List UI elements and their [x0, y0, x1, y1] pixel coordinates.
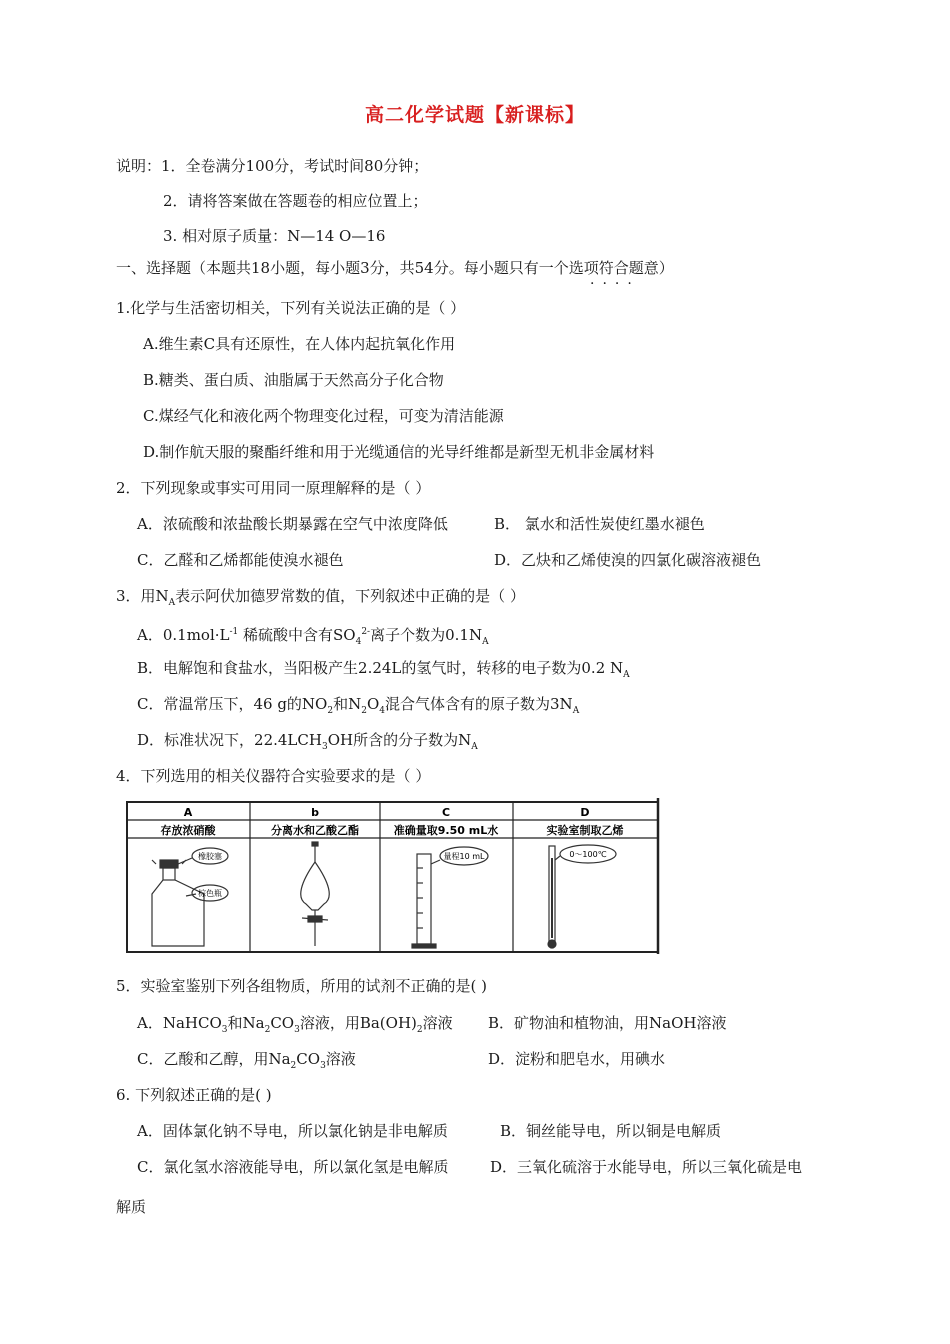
question-6-option-d: D．三氧化硫溶于水能导电，所以三氧化硫是电 — [490, 1158, 803, 1176]
question-5-option-b: B．矿物油和植物油，用NaOH溶液 — [488, 1014, 727, 1032]
section-heading: 一、选择题（本题共18小题，每小题3分，共54分。每小题只有一个选项符合题意） — [116, 259, 674, 277]
question-3-option-a: A．$0.1mol\cdot L^{-1}$ 稀硫酸中含有$SO_4^{2-}$离子个数为$0.1N_A$ — [137, 626, 489, 647]
header-a: A — [183, 806, 193, 819]
question-1-option-c: C.煤经气化和液化两个物理变化过程，可变为清洁能源 — [143, 407, 504, 425]
question-5-stem: 5．实验室鉴别下列各组物质，所用的试剂不正确的是( ) — [116, 977, 488, 995]
label-c: 准确量取9.50 mL水 — [393, 824, 499, 837]
emphasis-dots: ···· — [590, 276, 640, 292]
label-d: 实验室制取乙烯 — [546, 824, 624, 837]
header-c: C — [441, 806, 451, 819]
note-line-2: 2．请将答案做在答题卷的相应位置上； — [163, 192, 428, 210]
question-2-option-a: A．浓硫酸和浓盐酸长期暴露在空气中浓度降低 — [137, 515, 448, 533]
separatory-funnel-drawing — [301, 842, 329, 946]
apparatus-table — [126, 798, 661, 955]
label-a: 存放浓硝酸 — [160, 824, 216, 837]
callout-temp-range: 0～100℃ — [569, 850, 607, 859]
question-5-option-c: C．乙酸和乙醇，用$Na_2CO_3$溶液 — [137, 1050, 356, 1071]
question-3-option-b: B．电解饱和食盐水，当阳极产生2.24L的氢气时，转移的电子数为0.2 $N_A$ — [137, 659, 630, 680]
question-2-stem: 2．下列现象或事实可用同一原理解释的是（ ） — [116, 479, 431, 497]
callout-rubber-stopper: 橡胶塞 — [198, 852, 222, 861]
question-2-option-b: B． 氯水和活性炭使红墨水褪色 — [494, 515, 705, 533]
measuring-cylinder-drawing — [412, 847, 488, 948]
question-5-option-a: A．NaHCO$_3$和$Na_2CO_3$溶液，用$Ba(OH)_2$溶液 — [137, 1014, 453, 1035]
question-2-option-d: D．乙炔和乙烯使溴的四氯化碳溶液褪色 — [494, 551, 762, 569]
question-3-stem: 3．用$N_A$表示阿伏加德罗常数的值，下列叙述中正确的是（ ） — [116, 587, 525, 608]
callout-brown-bottle: 棕色瓶 — [198, 889, 222, 898]
question-1-option-a: A.维生素C具有还原性，在人体内起抗氧化作用 — [143, 335, 456, 353]
header-d: D — [580, 806, 590, 819]
question-2-option-c: C．乙醛和乙烯都能使溴水褪色 — [137, 551, 344, 569]
label-b: 分离水和乙酸乙酯 — [271, 824, 359, 837]
question-1-option-b: B.糖类、蛋白质、油脂属于天然高分子化合物 — [143, 371, 444, 389]
question-6-option-a: A．固体氯化钠不导电，所以氯化钠是非电解质 — [137, 1122, 448, 1140]
question-1-stem: 1.化学与生活密切相关，下列有关说法正确的是（ ） — [116, 299, 466, 317]
note-line-3: 3. 相对原子质量：N—14 O—16 — [163, 227, 386, 245]
question-4-stem: 4．下列选用的相关仪器符合实验要求的是（ ） — [116, 767, 431, 785]
question-5-option-d: D．淀粉和肥皂水，用碘水 — [488, 1050, 666, 1068]
question-3-option-c: C．常温常压下，46 g的$NO_2$和$N_2O_4$混合气体含有的原子数为$3N_A$ — [137, 695, 580, 716]
callout-range: 量程10 mL — [443, 852, 485, 861]
page-title: 高二化学试题【新课标】 — [364, 104, 585, 126]
question-3-option-d: D．标准状况下，$22.4LCH_3OH$所含的分子数为$N_A$ — [137, 731, 478, 752]
thermometer-drawing — [548, 845, 616, 948]
question-6-option-c: C．氯化氢水溶液能导电，所以氯化氢是电解质 — [137, 1158, 449, 1176]
note-line-1: 说明：1．全卷满分100分，考试时间80分钟； — [116, 157, 429, 175]
question-1-option-d: D.制作航天服的聚酯纤维和用于光缆通信的光导纤维都是新型无机非金属材料 — [143, 443, 655, 461]
question-6-stem: 6. 下列叙述正确的是( ) — [116, 1086, 272, 1104]
header-b: b — [311, 806, 319, 819]
question-6-option-d-continued: 解质 — [116, 1198, 147, 1216]
question-6-option-b: B．铜丝能导电，所以铜是电解质 — [500, 1122, 722, 1140]
apparatus-figure — [126, 798, 661, 955]
